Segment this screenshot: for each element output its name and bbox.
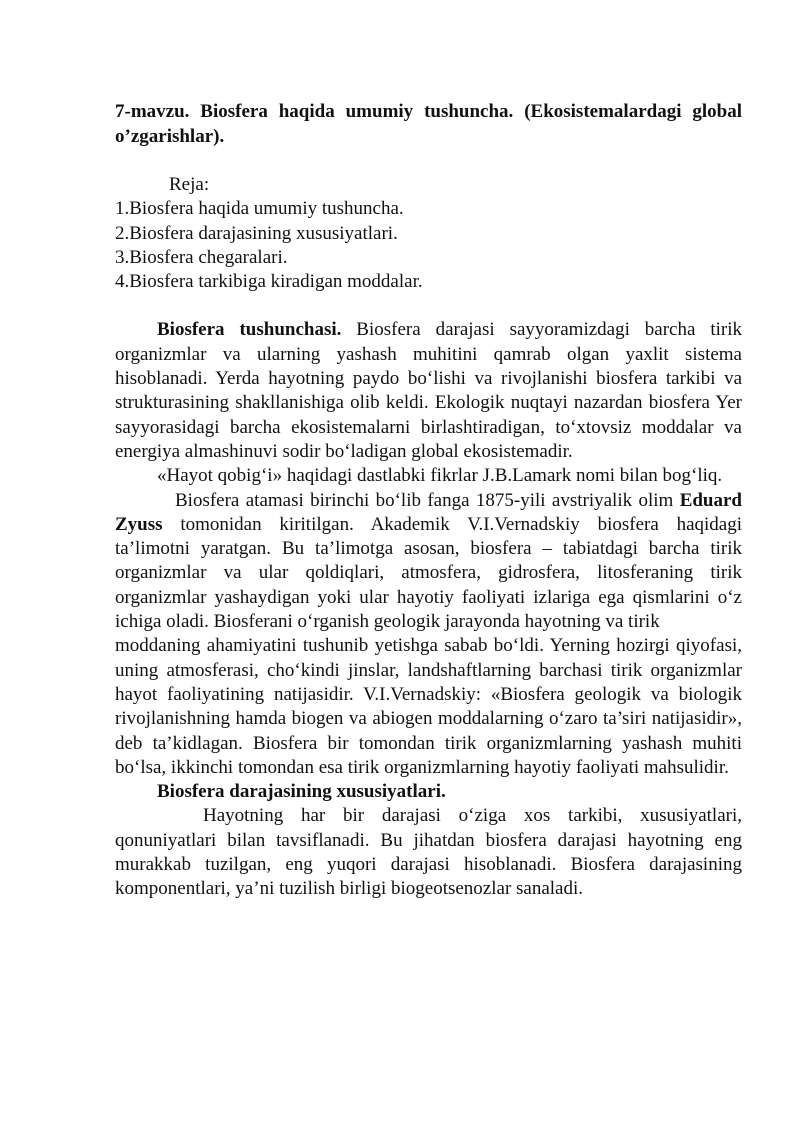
biosfera-concept-lead: Biosfera tushunchasi. [157, 319, 342, 341]
zyuss-text-before: Biosfera atamasi birinchi bo‘lib fanga 1875-yili avstriyalik olim [175, 489, 680, 511]
section2-heading [115, 780, 742, 804]
topic-title: 7-mavzu. Biosfera haqida umumiy tushuncha. (Ekosistemalardagi global o’zgarishlar). [115, 101, 742, 147]
zyuss-paragraph [115, 489, 742, 635]
plan-item-2: 2.Biosfera darajasining xususiyatlari. [115, 222, 398, 244]
section2-heading-text: Biosfera darajasining xususiyatlari. [157, 781, 446, 803]
plan-list [115, 197, 742, 294]
biosfera-concept-text: Biosfera darajasi sayyoramizdagi barcha tirik organizmlar va ularning yashash muhitini qamrab olgan yaxlit sistema hisoblanadi. Yerda hayotning paydo bo‘lishi va rivojlanishi biosfera tarkibi va strukturasining shakllanishiga olib keldi. Ekologik nuqtayi nazardan biosfera Yer sayyorasidagi barcha ekosistemalarni birlashtiradigan, to‘xtovsiz moddalar va energiya almashinuvi sodir bo‘ladigan global ekosistemadir. [115, 319, 742, 462]
eduard-zyuss-name: Eduard Zyuss [115, 489, 742, 535]
document-page [115, 100, 742, 902]
zyuss-text-after: tomonidan kiritilgan. Akademik V.I.Vernadskiy biosfera haqidagi ta’limotni yaratgan. Bu ta’limotga asosan, biosfera – tabiatdagi barcha tirik organizmlar va ular qoldiqlari, atmosfera, gidrosfera, litosferaning tirik organizmlar yashaydigan yoki ular hayotiy faoliyati izlariga ega qismlarini o‘z ichiga oladi. Biosferani o‘rganish geologik jarayonda hayotning va tirik [115, 513, 742, 633]
plan-item-1: 1.Biosfera haqida umumiy tushuncha. [115, 198, 404, 220]
plan-section [115, 173, 742, 294]
plan-item-3: 3.Biosfera chegaralari. [115, 246, 288, 268]
biosfera-concept-paragraph [115, 318, 742, 464]
plan-item-4: 4.Biosfera tarkibiga kiradigan moddalar. [115, 271, 423, 293]
plan-heading: Reja: [169, 174, 210, 195]
section2-paragraph: Hayotning har bir darajasi o‘ziga xos tarkibi, xususiyatlari, qonuniyatlari bilan tavsiflanadi. Bu jihatdan biosfera darajasi hayotning eng murakkab tuzilgan, eng yuqori darajasi hisoblanadi. Biosfera darajasining komponentlari, ya’ni tuzilish birligi biogeotsenozlar sanaladi. [115, 805, 742, 900]
lamark-paragraph: «Hayot qobig‘i» haqidagi dastlabki fikrlar J.B.Lamark nomi bilan bog‘liq. [157, 465, 723, 487]
vernadskiy-paragraph: moddaning ahamiyatini tushunib yetishga sabab bo‘ldi. Yerning hozirgi qiyofasi, uning atmosferasi, cho‘kindi jinslar, landshaftlarning barchasi tirik organizmlar hayot faoliyatining natijasidir. V.I.Vernadskiy: «Biosfera geologik va biologik rivojlanishning hamda biogen va abiogen moddalarning o‘zaro ta’siri natijasidir», deb ta’kidlagan. Biosfera bir tomondan tirik organizmlarning yashash muhiti bo‘lsa, ikkinchi tomondan esa tirik organizmlarning hayotiy faoliyati mahsulidir. [115, 635, 742, 778]
